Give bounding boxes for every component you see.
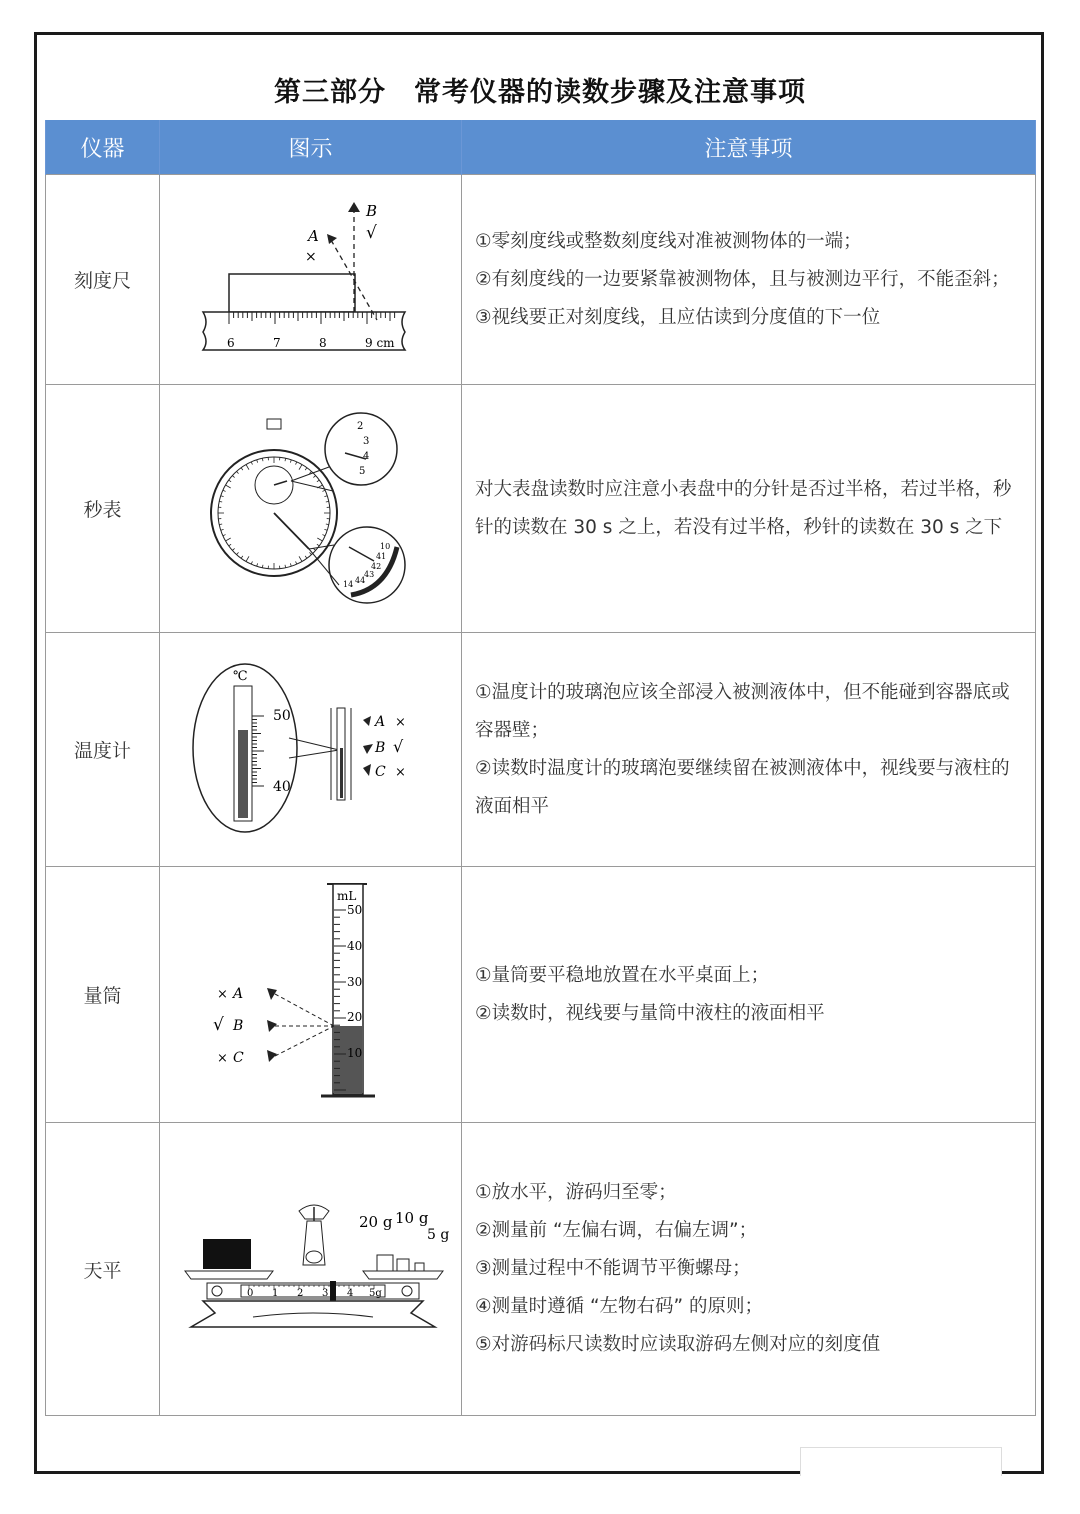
weight-5g: 5 g bbox=[426, 1227, 449, 1243]
label-a: A bbox=[374, 713, 385, 730]
mark-right-b: √ bbox=[212, 1014, 224, 1035]
cylinder-diagram bbox=[191, 878, 431, 1108]
note-line: ①温度计的玻璃泡应该全部浸入被测液体中，但不能碰到容器底或容器壁； bbox=[475, 681, 1010, 741]
note-line: ②读数时，视线要与量筒中液柱的液面相平 bbox=[475, 1002, 825, 1024]
cyl-tick-20: 20 bbox=[346, 1009, 362, 1024]
ruler-label-7: 7 bbox=[272, 335, 281, 350]
note-line: ④测量时遵循 “左物右码” 的原则； bbox=[475, 1296, 764, 1317]
ruler-diagram bbox=[191, 198, 431, 358]
notes-cell bbox=[462, 385, 1036, 633]
ruler-label-8: 8 bbox=[318, 335, 327, 350]
inset-sec-43: 43 bbox=[363, 569, 374, 579]
measured-block bbox=[229, 274, 355, 312]
mark-right-b: √ bbox=[392, 736, 403, 756]
right-pan bbox=[363, 1271, 443, 1279]
mark-wrong-c: × bbox=[394, 764, 406, 780]
mark-wrong-a: × bbox=[216, 986, 228, 1002]
object-on-pan bbox=[203, 1239, 251, 1269]
eye-c-icon bbox=[363, 764, 371, 776]
page-title: 第三部分 常考仪器的读数步骤及注意事项 bbox=[274, 77, 806, 108]
mark-right-b: √ bbox=[365, 222, 377, 243]
weight-block bbox=[415, 1263, 424, 1271]
mark-wrong-c: × bbox=[216, 1050, 228, 1066]
inset-min-4: 4 bbox=[362, 450, 369, 462]
notes-cell bbox=[462, 867, 1036, 1123]
beam-tick-3: 3 bbox=[321, 1288, 328, 1299]
instrument-table bbox=[45, 120, 1036, 1416]
note-line: ③视线要正对刻度线，且应估读到分度值的下一位 bbox=[475, 306, 881, 328]
note-line: ②有刻度线的一边要紧靠被测物体，且与被测边平行，不能歪斜； bbox=[475, 268, 1010, 290]
stopwatch-diagram bbox=[191, 407, 431, 607]
cyl-tick-30: 30 bbox=[346, 974, 362, 989]
note-line: ①放水平，游码归至零； bbox=[475, 1182, 677, 1203]
label-b: B bbox=[374, 739, 385, 756]
rider-scale bbox=[241, 1285, 385, 1297]
note-line: ①零刻度线或整数刻度线对准被测物体的一端； bbox=[475, 230, 862, 252]
instrument-name: 量筒 bbox=[46, 867, 160, 1123]
cyl-tick-50: 50 bbox=[346, 902, 362, 917]
label-b: B bbox=[365, 201, 377, 220]
stopwatch-figure bbox=[160, 385, 462, 633]
eye-b-icon bbox=[363, 744, 373, 754]
beam-tick-5g: 5g bbox=[368, 1288, 382, 1299]
sightline-c bbox=[275, 1026, 334, 1056]
left-pan bbox=[185, 1271, 273, 1279]
table-row-stopwatch bbox=[46, 385, 1036, 633]
balance-figure bbox=[160, 1123, 462, 1416]
thermo-unit: ℃ bbox=[232, 668, 248, 684]
note-line: ①量筒要平稳地放置在水平桌面上； bbox=[475, 964, 770, 986]
small-thermo-liquid bbox=[340, 748, 343, 798]
inset-min-5: 5 bbox=[358, 465, 365, 477]
header-notes: 注意事项 bbox=[462, 120, 1036, 175]
table-row-thermometer bbox=[46, 633, 1036, 867]
beam-tick-2: 2 bbox=[296, 1288, 303, 1299]
inset-min-3: 3 bbox=[362, 435, 369, 447]
note-line: 对大表盘读数时应注意小表盘中的分针是否过半格，若过半格，秒针的读数在 30 s 之上，若没有过半格，秒针的读数在 30 s 之下 bbox=[475, 478, 1012, 538]
label-a: A bbox=[307, 226, 319, 245]
balance-base bbox=[191, 1301, 435, 1327]
cyl-tick-10: 10 bbox=[346, 1045, 362, 1060]
inset-sec-42: 42 bbox=[370, 561, 381, 571]
inset-sec-44: 44 bbox=[354, 575, 365, 585]
notes-cell bbox=[462, 175, 1036, 385]
inset-sec-10: 10 bbox=[379, 541, 390, 551]
inset-min-2: 2 bbox=[356, 420, 363, 432]
balance-diagram bbox=[181, 1197, 449, 1337]
cyl-tick-40: 40 bbox=[346, 938, 362, 953]
weight-block bbox=[397, 1259, 409, 1271]
ruler-label-9cm: 9 cm bbox=[364, 335, 395, 350]
note-line: ③测量过程中不能调节平衡螺母； bbox=[475, 1258, 751, 1279]
label-a: A bbox=[232, 985, 243, 1002]
beam-tick-1: 1 bbox=[271, 1288, 278, 1299]
thermo-tick-40: 40 bbox=[272, 778, 291, 795]
thermo-tick-50: 50 bbox=[272, 707, 291, 724]
ruler-label-6: 6 bbox=[226, 335, 235, 350]
instrument-name: 温度计 bbox=[46, 633, 160, 867]
thermometer-figure bbox=[160, 633, 462, 867]
beam-tick-4: 4 bbox=[346, 1288, 353, 1299]
thermo-liquid-column bbox=[238, 730, 248, 818]
table-row-cylinder bbox=[46, 867, 1036, 1123]
note-line: ⑤对游码标尺读数时应读取游码左侧对应的刻度值 bbox=[475, 1334, 881, 1355]
inset-sec-41: 41 bbox=[375, 551, 386, 561]
ruler-figure bbox=[160, 175, 462, 385]
instrument-name: 秒表 bbox=[46, 385, 160, 633]
note-line: ②读数时温度计的玻璃泡要继续留在被测液体中，视线要与液柱的液面相平 bbox=[475, 757, 1010, 817]
instrument-name: 刻度尺 bbox=[46, 175, 160, 385]
balance-nut-right bbox=[402, 1286, 412, 1296]
label-b: B bbox=[232, 1017, 243, 1034]
weight-10g: 10 g bbox=[394, 1209, 428, 1227]
table-row-ruler bbox=[46, 175, 1036, 385]
cylinder-figure bbox=[160, 867, 462, 1123]
note-line: ②测量前 “左偏右调，右偏左调”； bbox=[475, 1220, 758, 1241]
table-header-row bbox=[46, 120, 1036, 175]
beam-tick-0: 0 bbox=[246, 1288, 253, 1299]
mark-wrong-a: × bbox=[394, 714, 406, 730]
label-c: C bbox=[232, 1049, 244, 1066]
instrument-name: 天平 bbox=[46, 1123, 160, 1416]
eye-b-icon bbox=[348, 202, 360, 212]
corner-tab bbox=[800, 1447, 1002, 1476]
eye-a-icon bbox=[363, 716, 371, 726]
label-c: C bbox=[374, 763, 386, 780]
stopwatch-crown bbox=[267, 419, 281, 429]
thermometer-diagram bbox=[191, 658, 431, 838]
sightline-a bbox=[275, 994, 334, 1026]
table-row-balance bbox=[46, 1123, 1036, 1416]
cylinder-unit: mL bbox=[336, 888, 356, 903]
rider bbox=[330, 1281, 336, 1301]
inset-sec-14: 14 bbox=[342, 579, 353, 589]
mark-wrong-a: × bbox=[304, 248, 317, 265]
notes-cell bbox=[462, 633, 1036, 867]
header-figure: 图示 bbox=[160, 120, 462, 175]
weight-20g: 20 g bbox=[358, 1213, 392, 1231]
balance-pivot bbox=[306, 1251, 322, 1263]
balance-nut-left bbox=[212, 1286, 222, 1296]
header-instrument: 仪器 bbox=[46, 120, 160, 175]
notes-cell bbox=[462, 1123, 1036, 1416]
weight-block bbox=[377, 1255, 393, 1271]
